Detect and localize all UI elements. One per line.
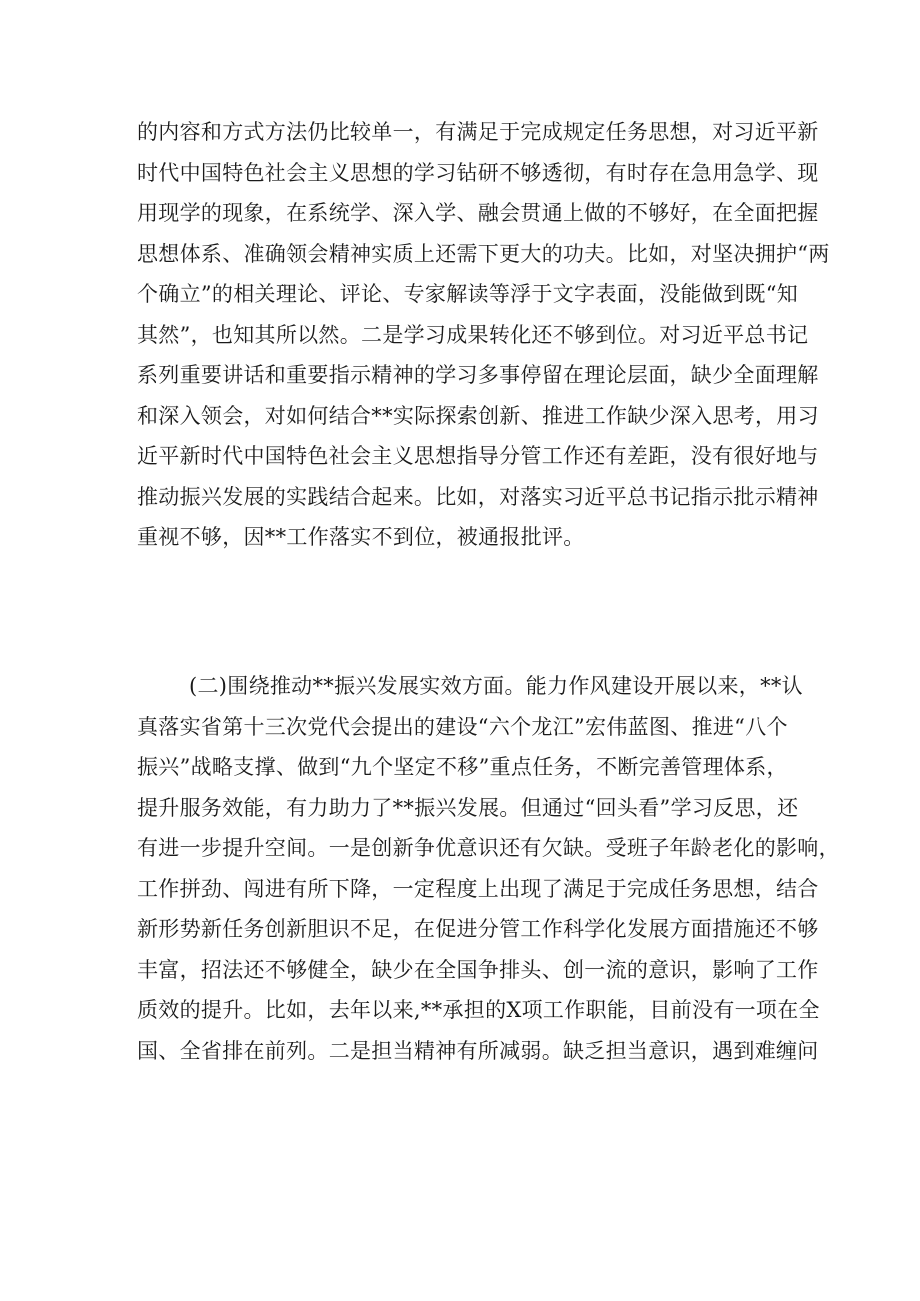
paragraph-2 [137,666,840,1071]
text-line: 振兴”战略支撑、做到“九个坚定不移”重点任务，不断完善管理体系， [137,755,788,779]
text-line: 近平新时代中国特色社会主义思想指导分管工作还有差距，没有很好地与 [137,444,819,468]
text-line: (二)围绕推动**振兴发展实效方面。能力作风建设开展以来，**认 [189,674,803,698]
text-line: 个确立”的相关理论、评论、专家解读等浮于文字表面，没能做到既“知 [137,282,799,306]
paragraph-1 [137,112,830,558]
text-line: 重视不够，因**工作落实不到位，被通报批评。 [137,525,585,549]
text-line: 丰富，招法还不够健全，缺少在全国争排头、创一流的意识，影响了工作 [137,957,819,982]
text-line: 国、全省排在前列。二是担当精神有所减弱。缺乏担当意识，遇到难缠问 [137,1038,819,1063]
text-line: 推动振兴发展的实践结合起来。比如，对落实习近平总书记指示批示精神 [137,484,819,509]
text-line: 用现学的现象，在系统学、深入学、融会贯通上做的不够好，在全面把握 [137,201,819,225]
text-line: 系列重要讲话和重要指示精神的学习多事停留在理论层面，缺少全面理解 [137,363,819,387]
text-line: 有进一步提升空间。一是创新争优意识还有欠缺。受班子年龄老化的影响， [137,836,840,860]
text-line: 真落实省第十三次党代会提出的建设“六个龙江”宏伟蓝图、推进“八个 [137,714,788,739]
text-line: 其然”，也知其所以然。二是学习成果转化还不够到位。对习近平总书记 [137,322,809,347]
text-line: 质效的提升。比如，去年以来,**承担的X项工作职能，目前没有一项在全 [137,998,820,1022]
text-line: 新形势新任务创新胆识不足，在促进分管工作科学化发展方面措施还不够 [137,917,819,941]
text-line: 提升服务效能，有力助力了**振兴发展。但通过“回头看”学习反思，还 [137,795,799,820]
text-line: 时代中国特色社会主义思想的学习钻研不够透彻，有时存在急用急学、现 [137,160,819,185]
text-line: 和深入领会，对如何结合**实际探索创新、推进工作缺少深入思考，用习 [137,403,819,428]
text-line: 思想体系、准确领会精神实质上还需下更大的功夫。比如，对坚决拥护“两 [137,241,830,266]
text-line: 的内容和方式方法仍比较单一，有满足于完成规定任务思想，对习近平新 [137,120,819,144]
text-line: 工作拼劲、闯进有所下降，一定程度上出现了满足于完成任务思想，结合 [137,876,819,901]
